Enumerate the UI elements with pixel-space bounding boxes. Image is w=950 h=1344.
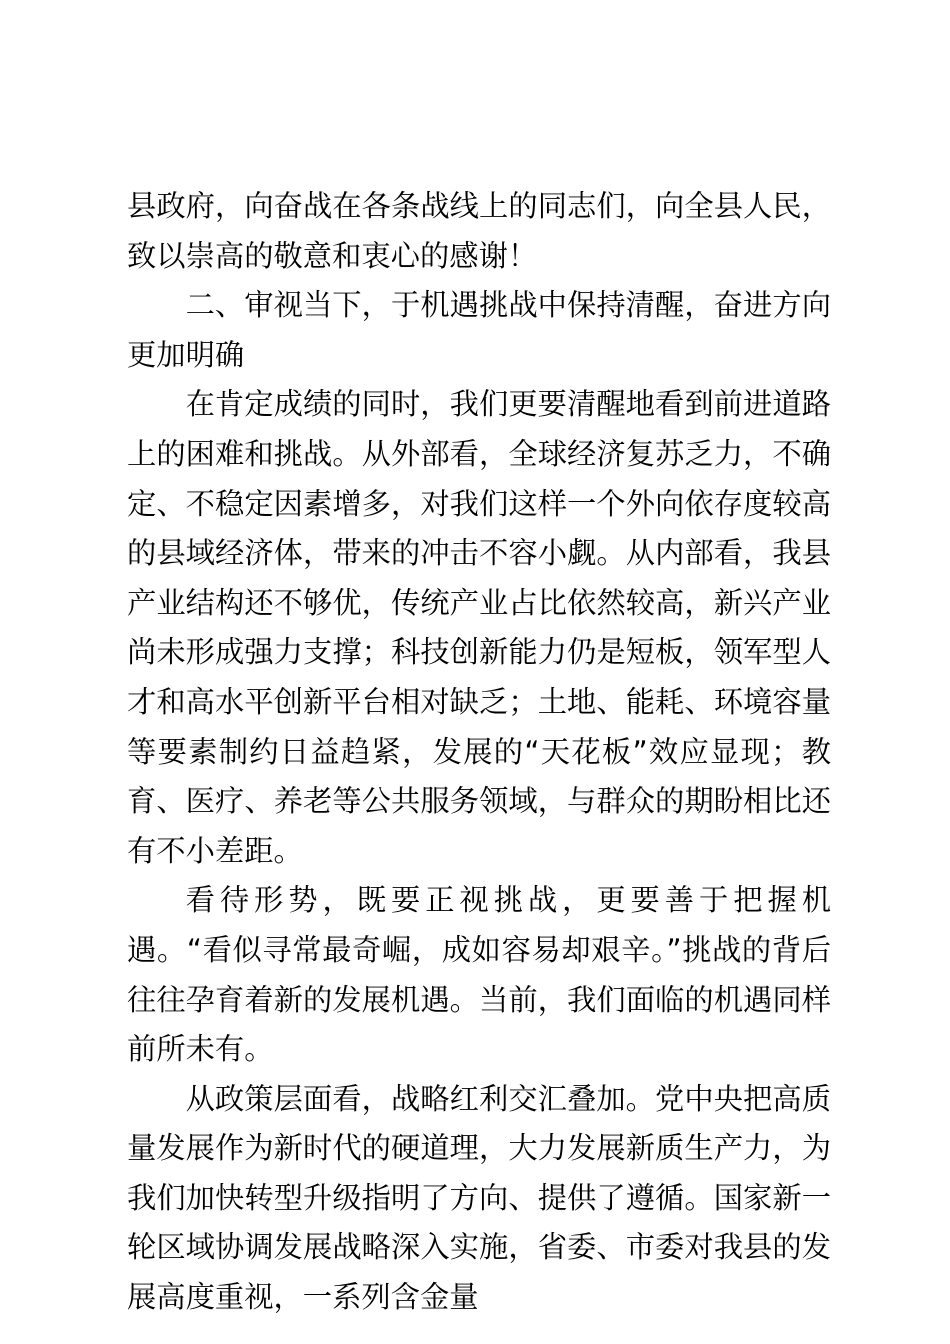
paragraph-opportunities: 看待形势，既要正视挑战，更要善于把握机遇。“看似寻常最奇崛，成如容易却艰辛。”挑战的背后往往孕育着新的发展机遇。当前，我们面临的机遇同样前所未有。 [127,883,831,1067]
document-page [127,182,831,1323]
paragraph-challenges: 在肯定成绩的同时，我们更要清醒地看到前进道路上的困难和挑战。从外部看，全球经济复苏乏力，不确定、不稳定因素增多，对我们这样一个外向依存度较高的县域经济体，带来的冲击不容小觑。从内部看，我县产业结构还不够优，传统产业占比依然较高，新兴产业尚未形成强力支撑；科技创新能力仍是短板，领军型人才和高水平创新平台相对缺乏；土地、能耗、环境容量等要素制约日益趋紧，发展的“天花板”效应显现；教育、医疗、养老等公共服务领域，与群众的期盼相比还有不小差距。 [127,387,831,868]
section-heading-2: 二、审视当下，于机遇挑战中保持清醒，奋进方向更加明确 [127,288,831,372]
paragraph-closing-thanks: 县政府，向奋战在各条战线上的同志们，向全县人民，致以崇高的敬意和衷心的感谢！ [127,189,831,273]
paragraph-policy-level: 从政策层面看，战略红利交汇叠加。党中央把高质量发展作为新时代的硬道理，大力发展新质生产力，为我们加快转型升级指明了方向、提供了遵循。国家新一轮区域协调发展战略深入实施，省委、市委对我县的发展高度重视，一系列含金量 [127,1081,831,1315]
